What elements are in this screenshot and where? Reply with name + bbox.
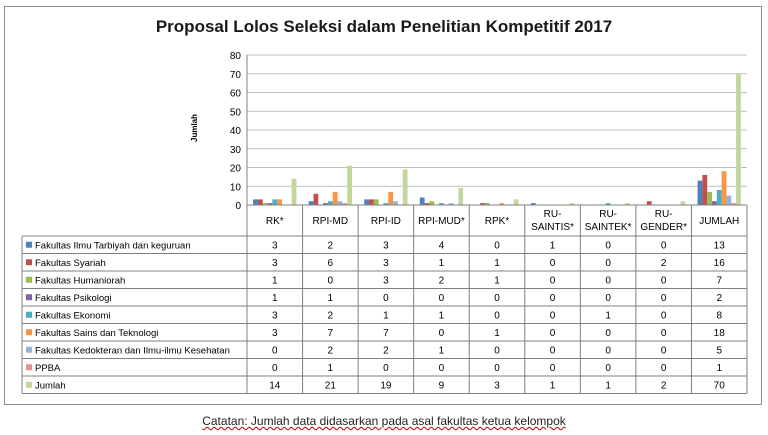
data-label-s0-c6: 0: [605, 240, 611, 252]
data-label-s3-c8: 2: [716, 292, 723, 304]
legend-key-1: [26, 259, 32, 265]
data-label-s6-c0: 0: [271, 345, 278, 357]
bar-s1-c2: [369, 199, 374, 205]
legend-label-1: Fakultas Syariah: [35, 257, 106, 269]
x-tick-label-7-line1: RU-: [654, 209, 673, 220]
y-tick-label-40: 40: [229, 126, 241, 137]
data-label-s2-c6: 0: [605, 275, 611, 287]
bar-s8-c8: [736, 74, 741, 205]
data-label-s0-c2: 3: [383, 240, 389, 252]
bar-s2-c3: [429, 201, 434, 205]
data-label-s4-c5: 0: [549, 310, 556, 322]
footnote-text: Catatan: Jumlah data didasarkan pada asal fakultas ketua kelompok: [202, 414, 566, 428]
x-tick-label-1: RPI-MD: [312, 216, 349, 227]
legend-key-0: [26, 242, 32, 248]
data-label-s2-c3: 2: [438, 275, 445, 287]
y-tick-label-10: 10: [229, 182, 241, 194]
bar-s1-c0: [258, 199, 263, 205]
data-label-s2-c5: 0: [549, 275, 556, 287]
legend-key-5: [26, 329, 32, 335]
y-tick-label-0: 0: [235, 201, 241, 212]
legend-label-6: Fakultas Kedokteran dan Ilmu-ilmu Kesehatan: [35, 345, 230, 357]
bar-s5-c2: [388, 192, 393, 205]
data-label-s0-c4: 0: [494, 240, 500, 252]
data-label-s5-c7: 0: [660, 327, 667, 339]
data-label-s5-c0: 3: [271, 327, 278, 339]
data-label-s8-c6: 1: [605, 380, 611, 392]
data-label-s0-c1: 2: [327, 240, 334, 252]
legend-label-7: PPBA: [35, 362, 61, 374]
y-tick-label-30: 30: [229, 144, 241, 156]
chart-title: Proposal Lolos Seleksi dalam Penelitian Kompetitif 2017: [155, 17, 613, 36]
bar-s0-c1: [309, 201, 314, 205]
data-label-s3-c3: 0: [438, 292, 445, 304]
data-label-s2-c2: 3: [383, 275, 389, 287]
legend-key-6: [26, 347, 32, 353]
data-label-s1-c5: 0: [549, 257, 556, 269]
data-label-s2-c4: 1: [494, 275, 500, 287]
data-label-s3-c7: 0: [660, 292, 667, 304]
data-label-s6-c7: 0: [660, 345, 667, 357]
data-label-s6-c4: 0: [494, 345, 500, 357]
data-label-s0-c5: 1: [549, 240, 556, 252]
data-label-s2-c8: 7: [716, 275, 723, 287]
data-label-s8-c0: 14: [269, 380, 281, 392]
x-tick-label-6-line1: RU-: [599, 209, 618, 220]
data-label-s1-c3: 1: [438, 257, 445, 269]
data-label-s4-c6: 1: [605, 310, 611, 322]
bar-s5-c0: [277, 199, 282, 205]
data-label-s7-c6: 0: [605, 362, 611, 374]
y-tick-label-50: 50: [229, 107, 241, 119]
data-label-s0-c3: 4: [438, 240, 445, 252]
bar-s2-c2: [374, 199, 379, 205]
data-label-s7-c3: 0: [438, 362, 445, 374]
data-label-s3-c1: 1: [327, 292, 334, 304]
bar-s8-c7: [681, 201, 686, 205]
data-label-s8-c8: 70: [713, 380, 725, 392]
data-label-s6-c2: 2: [383, 345, 389, 357]
data-label-s2-c7: 0: [660, 275, 667, 287]
data-label-s3-c2: 0: [383, 292, 389, 304]
data-label-s8-c1: 21: [324, 380, 336, 392]
bar-s1-c1: [313, 194, 318, 205]
legend-label-8: Jumlah: [35, 380, 66, 392]
x-tick-label-7-line2: GENDER*: [640, 222, 688, 233]
data-label-s6-c1: 2: [327, 345, 334, 357]
data-label-s2-c0: 1: [271, 275, 278, 287]
bar-s5-c1: [333, 192, 338, 205]
data-label-s7-c8: 1: [716, 362, 723, 374]
data-label-s1-c7: 2: [660, 257, 667, 269]
data-label-s4-c8: 8: [716, 310, 723, 322]
legend-label-2: Fakultas Humaniorah: [35, 275, 126, 287]
data-label-s5-c1: 7: [327, 327, 334, 339]
data-label-s8-c2: 19: [380, 380, 392, 392]
data-label-s8-c5: 1: [549, 380, 556, 392]
bar-s8-c1: [347, 166, 352, 205]
data-label-s0-c7: 0: [660, 240, 667, 252]
y-tick-label-60: 60: [229, 88, 241, 100]
data-label-s7-c4: 0: [494, 362, 500, 374]
data-label-s6-c8: 5: [716, 345, 723, 357]
y-tick-label-20: 20: [229, 163, 241, 175]
data-label-s0-c0: 3: [271, 240, 278, 252]
x-tick-label-4: RPK*: [484, 216, 510, 227]
data-label-s4-c7: 0: [660, 310, 667, 322]
bar-s8-c4: [514, 199, 519, 205]
data-label-s3-c0: 1: [271, 292, 278, 304]
bar-s8-c2: [403, 169, 408, 205]
x-tick-label-6-line2: SAINTEK*: [584, 222, 632, 233]
bar-s0-c2: [364, 199, 369, 205]
x-tick-label-5-line1: RU-: [543, 209, 562, 220]
data-label-s6-c6: 0: [605, 345, 611, 357]
legend-label-3: Fakultas Psikologi: [35, 292, 112, 304]
x-tick-label-0: RK*: [265, 216, 284, 227]
data-label-s6-c5: 0: [549, 345, 556, 357]
bar-s0-c8: [698, 181, 703, 205]
x-tick-label-3: RPI-MUD*: [418, 216, 465, 227]
data-label-s1-c6: 0: [605, 257, 611, 269]
data-label-s5-c6: 0: [605, 327, 611, 339]
data-label-s4-c4: 0: [494, 310, 500, 322]
data-label-s5-c8: 18: [713, 327, 725, 339]
data-label-s4-c1: 2: [327, 310, 334, 322]
x-tick-label-8: JUMLAH: [699, 216, 740, 227]
data-label-s6-c3: 1: [438, 345, 445, 357]
data-label-s7-c1: 1: [327, 362, 334, 374]
legend-key-2: [26, 277, 32, 283]
data-label-s5-c5: 0: [549, 327, 556, 339]
bar-s4-c0: [272, 199, 277, 205]
data-label-s5-c4: 1: [494, 327, 500, 339]
data-label-s8-c3: 9: [438, 380, 445, 392]
data-label-s2-c1: 0: [327, 275, 334, 287]
data-label-s0-c8: 13: [713, 240, 725, 252]
data-label-s8-c4: 3: [494, 380, 500, 392]
bar-s4-c8: [717, 190, 722, 205]
data-label-s1-c0: 3: [271, 257, 278, 269]
bar-s1-c7: [647, 201, 652, 205]
data-label-s3-c6: 0: [605, 292, 611, 304]
x-tick-label-2: RPI-ID: [370, 216, 401, 227]
data-label-s1-c2: 3: [383, 257, 389, 269]
data-label-s7-c0: 0: [271, 362, 278, 374]
y-tick-label-70: 70: [229, 69, 241, 81]
data-label-s3-c5: 0: [549, 292, 556, 304]
data-label-s4-c0: 3: [271, 310, 278, 322]
bar-s2-c8: [707, 192, 712, 205]
legend-key-8: [26, 382, 32, 388]
data-label-s1-c8: 16: [713, 257, 725, 269]
data-label-s1-c1: 6: [327, 257, 334, 269]
data-label-s5-c2: 7: [383, 327, 389, 339]
bar-s8-c0: [292, 179, 297, 205]
bar-s3-c8: [712, 201, 717, 205]
bar-s4-c1: [328, 201, 333, 205]
data-label-s7-c2: 0: [383, 362, 389, 374]
data-label-s4-c2: 1: [383, 310, 389, 322]
data-label-s4-c3: 1: [438, 310, 445, 322]
data-label-s7-c7: 0: [660, 362, 667, 374]
footnote: [0, 414, 768, 428]
bar-s1-c8: [702, 175, 707, 205]
bar-s0-c3: [420, 198, 425, 206]
y-tick-label-80: 80: [229, 51, 241, 62]
data-label-s8-c7: 2: [660, 380, 667, 392]
bar-s5-c8: [722, 171, 727, 205]
y-axis-label: Jumlah: [190, 113, 199, 143]
legend-key-7: [26, 364, 32, 370]
bar-s0-c0: [253, 199, 258, 205]
legend-label-4: Fakultas Ekonomi: [35, 310, 111, 322]
legend-key-3: [26, 294, 32, 300]
bar-s6-c1: [338, 201, 343, 205]
data-label-s3-c4: 0: [494, 292, 500, 304]
x-tick-label-5-line2: SAINTIS*: [531, 222, 574, 233]
data-label-s1-c4: 1: [494, 257, 500, 269]
bar-s6-c8: [726, 196, 731, 205]
data-label-s5-c3: 0: [438, 327, 445, 339]
legend-label-0: Fakultas Ilmu Tarbiyah dan keguruan: [35, 240, 191, 252]
legend-key-4: [26, 312, 32, 318]
bar-s8-c3: [458, 188, 463, 205]
data-label-s7-c5: 0: [549, 362, 556, 374]
legend-label-5: Fakultas Sains dan Teknologi: [35, 327, 159, 339]
bar-s6-c2: [393, 201, 398, 205]
